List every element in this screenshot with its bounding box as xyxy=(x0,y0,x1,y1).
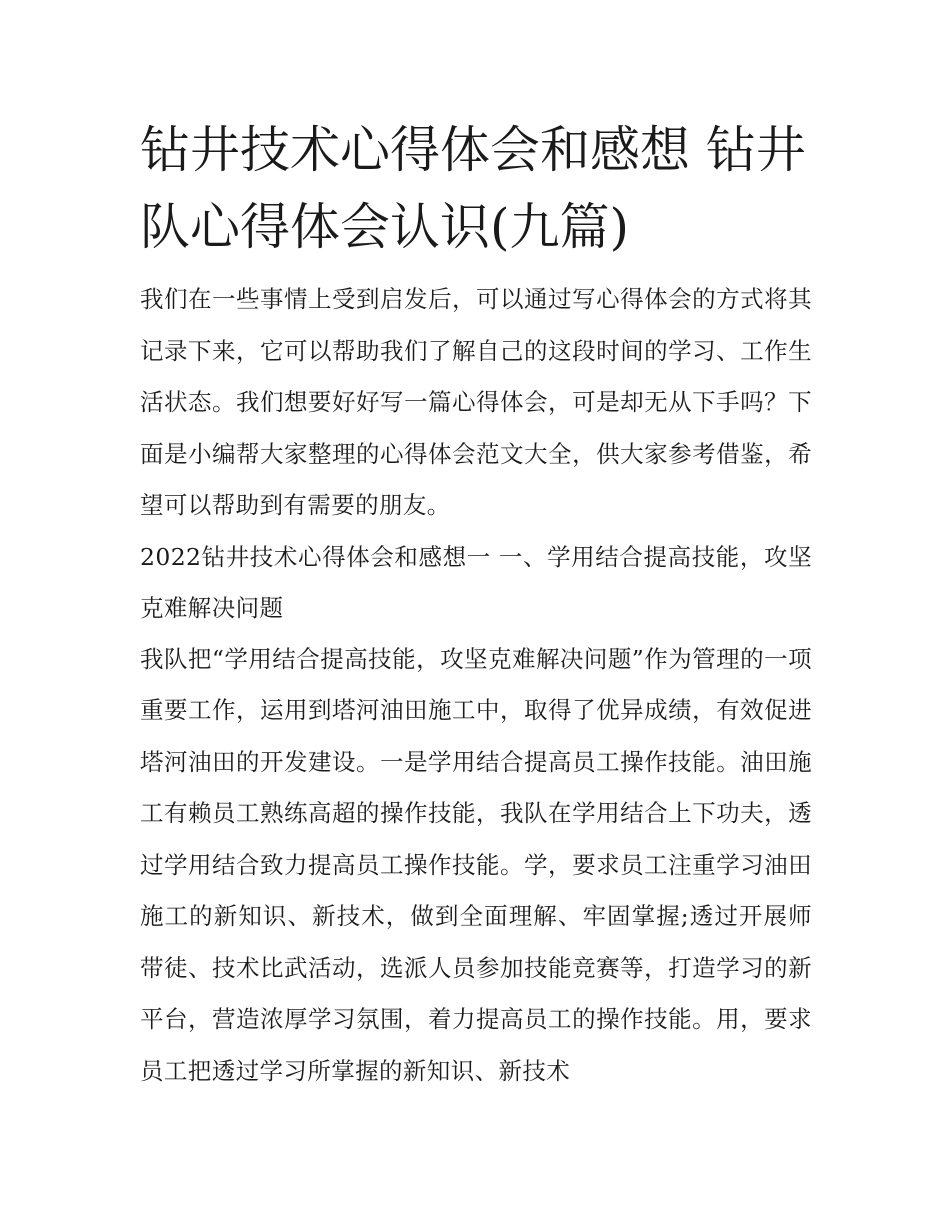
intro-paragraph: 我们在一些事情上受到启发后，可以通过写心得体会的方式将其记录下来，它可以帮助我们了解自己的这段时间的学习、工作生活状态。我们想要好好写一篇心得体会，可是却无从下手吗？下面是小编帮大家整理的心得体会范文大全，供大家参考借鉴，希望可以帮助到有需要的朋友。 xyxy=(140,285,812,519)
document-page xyxy=(140,112,812,1097)
document-title: 钻井技术心得体会和感想 钻井队心得体会认识(九篇) xyxy=(140,121,806,256)
section-heading: 2022钻井技术心得体会和感想一 一、学用结合提高技能，攻坚克难解决问题 xyxy=(140,542,812,622)
body-paragraph: 我队把“学用结合提高技能，攻坚克难解决问题”作为管理的一项重要工作，运用到塔河油田施工中，取得了优异成绩，有效促进塔河油田的开发建设。一是学用结合提高员工操作技能。油田施工有赖员工熟练高超的操作技能，我队在学用结合上下功夫，透过学用结合致力提高员工操作技能。学，要求员工注重学习油田施工的新知识、新技术，做到全面理解、牢固掌握;透过开展师带徒、技术比武活动，选派人员参加技能竞赛等，打造学习的新平台，营造浓厚学习氛围，着力提高员工的操作技能。用，要求员工把透过学习所掌握的新知识、新技术 xyxy=(140,644,812,1085)
